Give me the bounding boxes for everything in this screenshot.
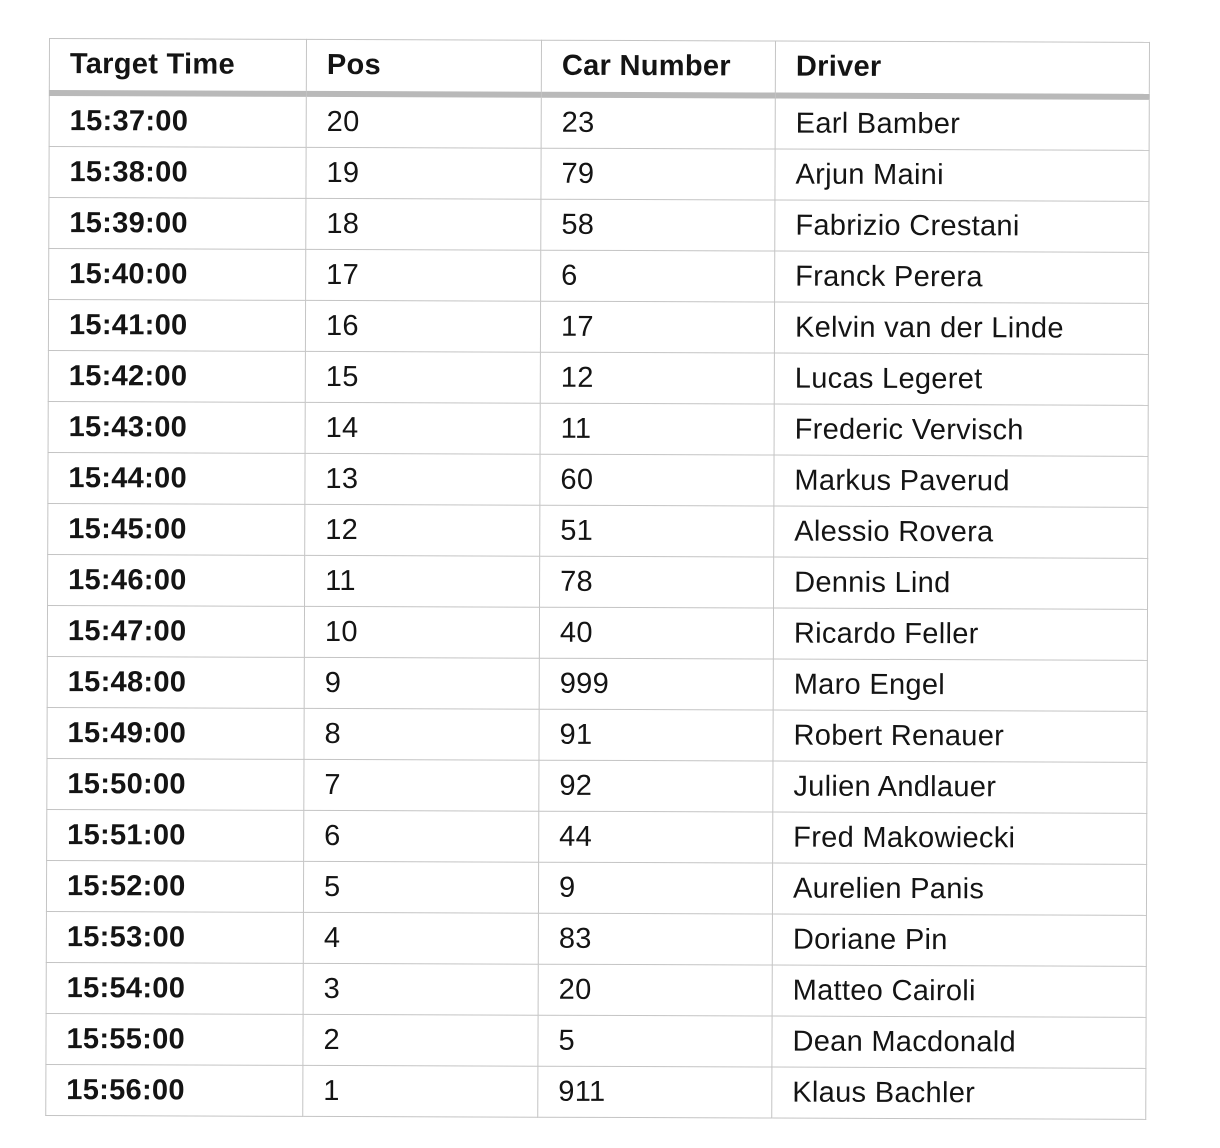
table-row: [48, 452, 1148, 507]
cell-pos: 5: [303, 861, 538, 913]
cell-car-number: 999: [539, 658, 773, 710]
cell-pos: 7: [304, 759, 539, 811]
cell-car-number: 12: [540, 352, 774, 404]
cell-pos: 11: [305, 555, 540, 607]
cell-car-number: 5: [538, 1015, 772, 1067]
table-row: [46, 1013, 1146, 1068]
cell-driver: Klaus Bachler: [772, 1067, 1146, 1119]
cell-target-time: 15:55:00: [46, 1013, 303, 1065]
cell-car-number: 9: [538, 862, 772, 914]
cell-target-time: 15:38:00: [49, 147, 306, 199]
cell-target-time: 15:53:00: [46, 911, 303, 963]
cell-target-time: 15:41:00: [48, 300, 305, 352]
cell-target-time: 15:40:00: [49, 249, 306, 301]
cell-target-time: 15:50:00: [47, 758, 304, 810]
cell-target-time: 15:49:00: [47, 707, 304, 759]
cell-pos: 12: [305, 504, 540, 556]
cell-target-time: 15:44:00: [48, 452, 305, 504]
header-target-time: Target Time: [49, 39, 306, 94]
cell-driver: Matteo Cairoli: [772, 965, 1146, 1017]
table-row: [49, 147, 1149, 202]
table-row: [47, 758, 1147, 813]
cell-target-time: 15:47:00: [47, 605, 304, 657]
cell-car-number: 11: [540, 403, 774, 455]
table-row: [48, 350, 1148, 405]
table-body: [46, 93, 1150, 1119]
cell-car-number: 51: [540, 505, 774, 557]
cell-pos: 16: [305, 300, 540, 352]
cell-driver: Julien Andlauer: [773, 761, 1147, 813]
header-car-number: Car Number: [541, 40, 775, 95]
grid-order-table: [45, 38, 1150, 1120]
cell-pos: 3: [303, 963, 538, 1015]
cell-driver: Dennis Lind: [774, 557, 1148, 609]
cell-pos: 10: [304, 606, 539, 658]
cell-driver: Earl Bamber: [775, 96, 1149, 151]
cell-pos: 6: [304, 810, 539, 862]
cell-driver: Frederic Vervisch: [774, 404, 1148, 456]
cell-driver: Markus Paverud: [774, 455, 1148, 507]
cell-driver: Maro Engel: [773, 659, 1147, 711]
table-row: [46, 962, 1146, 1017]
header-driver: Driver: [775, 41, 1149, 97]
table-row: [48, 401, 1148, 456]
cell-target-time: 15:37:00: [49, 93, 306, 147]
cell-driver: Doriane Pin: [772, 914, 1146, 966]
table-row: [47, 707, 1147, 762]
cell-car-number: 911: [538, 1066, 772, 1118]
cell-car-number: 40: [539, 607, 773, 659]
cell-car-number: 91: [539, 709, 773, 761]
table-row: [49, 198, 1149, 253]
cell-car-number: 60: [540, 454, 774, 506]
cell-car-number: 83: [538, 913, 772, 965]
cell-driver: Arjun Maini: [775, 149, 1149, 201]
table-row: [46, 1064, 1146, 1119]
cell-driver: Fred Makowiecki: [773, 812, 1147, 864]
cell-car-number: 92: [539, 760, 773, 812]
cell-pos: 13: [305, 453, 540, 505]
cell-driver: Lucas Legeret: [774, 353, 1148, 405]
table-row: [46, 860, 1146, 915]
cell-pos: 15: [305, 351, 540, 403]
cell-driver: Franck Perera: [775, 251, 1149, 303]
table-row: [47, 605, 1147, 660]
cell-driver: Kelvin van der Linde: [774, 302, 1148, 354]
cell-driver: Ricardo Feller: [773, 608, 1147, 660]
cell-pos: 4: [303, 912, 538, 964]
cell-driver: Alessio Rovera: [774, 506, 1148, 558]
table-row: [48, 503, 1148, 558]
cell-target-time: 15:46:00: [48, 554, 305, 606]
cell-driver: Aurelien Panis: [772, 863, 1146, 915]
cell-car-number: 17: [540, 301, 774, 353]
cell-car-number: 44: [539, 811, 773, 863]
cell-target-time: 15:54:00: [46, 962, 303, 1014]
table-header: [49, 39, 1149, 97]
table-row: [48, 300, 1148, 355]
cell-pos: 19: [306, 147, 541, 199]
cell-car-number: 6: [541, 250, 775, 302]
cell-target-time: 15:56:00: [46, 1064, 303, 1116]
cell-pos: 9: [304, 657, 539, 709]
cell-pos: 8: [304, 708, 539, 760]
table-row: [49, 93, 1149, 150]
cell-target-time: 15:48:00: [47, 656, 304, 708]
cell-target-time: 15:45:00: [48, 503, 305, 555]
table-row: [46, 911, 1146, 966]
table-row: [49, 249, 1149, 304]
cell-car-number: 58: [541, 199, 775, 251]
cell-pos: 1: [303, 1065, 538, 1117]
cell-target-time: 15:43:00: [48, 401, 305, 453]
cell-pos: 18: [306, 198, 541, 250]
cell-car-number: 20: [538, 964, 772, 1016]
table-row: [48, 554, 1148, 609]
cell-driver: Fabrizio Crestani: [775, 200, 1149, 252]
cell-driver: Robert Renauer: [773, 710, 1147, 762]
header-pos: Pos: [306, 39, 541, 94]
table-row: [47, 809, 1147, 864]
cell-car-number: 79: [541, 148, 775, 200]
scanned-document: [45, 38, 1149, 1120]
cell-target-time: 15:39:00: [49, 198, 306, 250]
cell-driver: Dean Macdonald: [772, 1016, 1146, 1068]
cell-pos: 14: [305, 402, 540, 454]
cell-target-time: 15:42:00: [48, 350, 305, 402]
table-row: [47, 656, 1147, 711]
cell-target-time: 15:51:00: [47, 809, 304, 861]
cell-target-time: 15:52:00: [46, 860, 303, 912]
cell-pos: 2: [303, 1014, 538, 1066]
header-row: [49, 39, 1149, 97]
cell-pos: 17: [306, 249, 541, 301]
cell-car-number: 78: [540, 556, 774, 608]
cell-pos: 20: [306, 94, 541, 148]
cell-car-number: 23: [541, 95, 775, 149]
